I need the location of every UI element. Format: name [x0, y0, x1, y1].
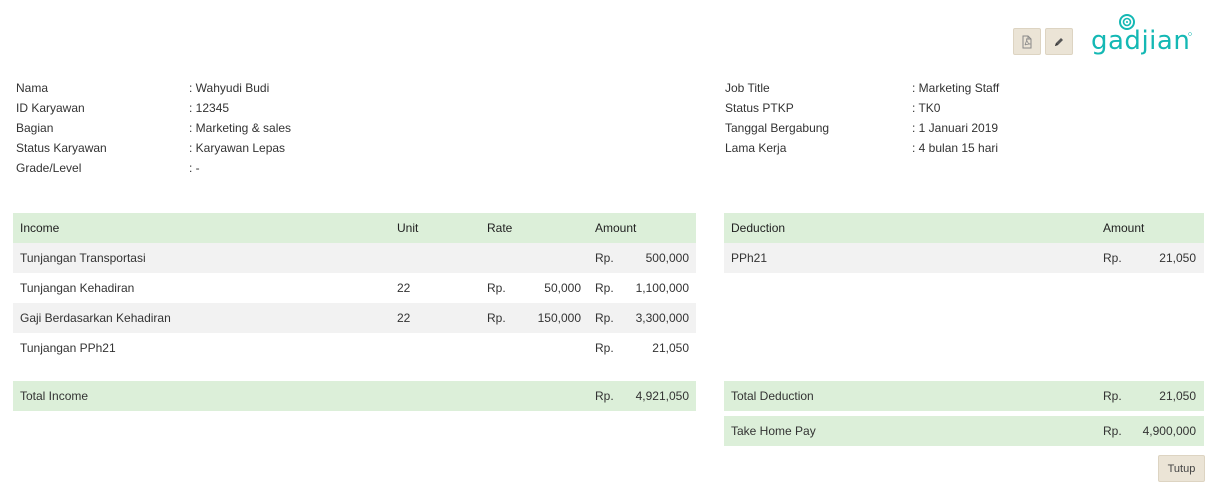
info-label: Bagian [16, 121, 54, 135]
income-header-row [13, 213, 696, 243]
amount-currency: Rp. [1103, 389, 1122, 403]
income-name: Tunjangan Transportasi [20, 251, 146, 265]
info-label: Status PTKP [725, 101, 794, 115]
income-name: Gaji Berdasarkan Kehadiran [20, 311, 171, 325]
deduction-total-table [724, 381, 1204, 411]
info-value: : Marketing Staff [912, 81, 1000, 95]
deduction-table [724, 213, 1204, 273]
amount-currency: Rp. [595, 281, 614, 295]
info-label: Tanggal Bergabung [725, 121, 830, 135]
info-row [16, 80, 416, 100]
info-row [16, 120, 416, 140]
pdf-file-icon [1021, 35, 1033, 49]
take-home-row [724, 416, 1204, 446]
info-value: : - [189, 161, 200, 175]
pencil-icon [1053, 36, 1065, 48]
total-deduction-label: Total Deduction [731, 389, 814, 403]
info-label: Job Title [725, 81, 770, 95]
info-value: : Marketing & sales [189, 121, 292, 135]
info-row [725, 100, 1175, 120]
info-value: : 1 Januari 2019 [912, 121, 999, 135]
table-row [13, 243, 696, 273]
info-value: : 4 bulan 15 hari [912, 141, 999, 155]
rate-currency: Rp. [487, 281, 506, 295]
total-income-row [13, 381, 696, 411]
info-value: : 12345 [189, 101, 230, 115]
take-home-table [724, 416, 1204, 446]
take-home-label: Take Home Pay [731, 424, 816, 438]
total-deduction-value: 21,050 [1159, 389, 1196, 403]
amount-currency: Rp. [595, 341, 614, 355]
amount-col-header: Amount [1103, 221, 1145, 235]
rate-value: 50,000 [544, 281, 581, 295]
income-col-header: Income [20, 221, 60, 235]
employee-info-right [725, 80, 1175, 160]
amount-col-header: Amount [595, 221, 637, 235]
info-label: ID Karyawan [16, 101, 85, 115]
total-income-value: 4,921,050 [635, 389, 689, 403]
close-button[interactable]: Tutup [1158, 455, 1205, 482]
income-unit: 22 [397, 311, 411, 325]
total-deduction-row [724, 381, 1204, 411]
info-value: : Karyawan Lepas [189, 141, 286, 155]
amount-currency: Rp. [595, 389, 614, 403]
amount-value: 500,000 [645, 251, 689, 265]
total-income-label: Total Income [20, 389, 89, 403]
rate-value: 150,000 [537, 311, 581, 325]
table-row [13, 273, 696, 303]
info-value: : TK0 [912, 101, 941, 115]
amount-value: 21,050 [652, 341, 689, 355]
income-table [13, 213, 696, 363]
rate-currency: Rp. [487, 311, 506, 325]
info-row [725, 120, 1175, 140]
info-row [725, 140, 1175, 160]
info-row [16, 160, 416, 180]
gadjian-logo [1091, 12, 1195, 60]
info-label: Nama [16, 81, 49, 95]
amount-currency: Rp. [595, 311, 614, 325]
amount-value: 21,050 [1159, 251, 1196, 265]
edit-button[interactable] [1045, 28, 1073, 55]
amount-value: 3,300,000 [635, 311, 689, 325]
table-row [13, 333, 696, 363]
take-home-value: 4,900,000 [1142, 424, 1196, 438]
amount-value: 1,100,000 [635, 281, 689, 295]
export-pdf-button[interactable] [1013, 28, 1041, 55]
amount-currency: Rp. [1103, 424, 1122, 438]
rate-col-header: Rate [487, 221, 513, 235]
income-unit: 22 [397, 281, 411, 295]
table-row [13, 303, 696, 333]
logo-wordmark: gadjian [1091, 26, 1191, 56]
employee-info-left [16, 80, 416, 180]
deduction-name: PPh21 [731, 251, 768, 265]
amount-currency: Rp. [595, 251, 614, 265]
deduction-header-row [724, 213, 1204, 243]
info-value: : Wahyudi Budi [189, 81, 270, 95]
info-label: Status Karyawan [16, 141, 107, 155]
income-name: Tunjangan PPh21 [20, 341, 116, 355]
info-label: Lama Kerja [725, 141, 787, 155]
income-name: Tunjangan Kehadiran [20, 281, 135, 295]
info-row [16, 100, 416, 120]
info-row [725, 80, 1175, 100]
table-row [724, 243, 1204, 273]
info-row [16, 140, 416, 160]
amount-currency: Rp. [1103, 251, 1122, 265]
info-label: Grade/Level [16, 161, 82, 175]
deduction-col-header: Deduction [731, 221, 786, 235]
unit-col-header: Unit [397, 221, 419, 235]
income-total-table [13, 381, 696, 411]
